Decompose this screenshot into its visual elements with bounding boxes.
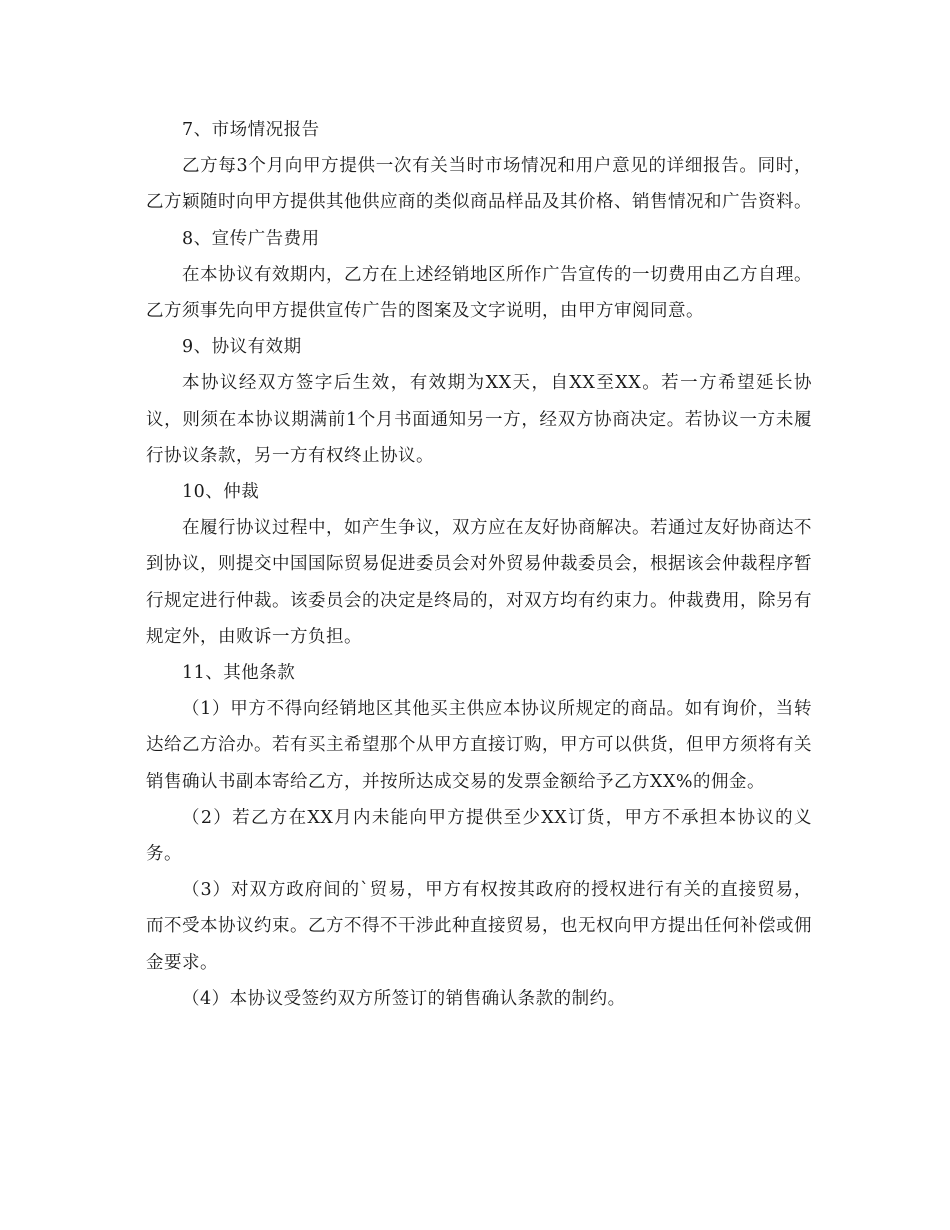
clause-4: （4）本协议受签约双方所签订的销售确认条款的制约。 bbox=[182, 988, 626, 1009]
section-7 bbox=[146, 112, 812, 221]
section-paragraph: 在履行协议过程中，如产生争议，双方应在友好协商解决。若通过友好协商达不到协议，则提交中国国际贸易促进委员会对外贸易仲裁委员会，根据该会仲裁程序暂行规定进行仲裁。该委员会的决定是终局的，对双方均有约束力。仲裁费用，除另有规定外，由败诉一方负担。 bbox=[146, 518, 812, 647]
section-paragraph: 乙方每3个月向甲方提供一次有关当时市场情况和用户意见的详细报告。同时，乙方颖随时向甲方提供其他供应商的类似商品样品及其价格、销售情况和广告资料。 bbox=[146, 156, 812, 213]
section-9 bbox=[146, 329, 812, 474]
section-11 bbox=[146, 655, 812, 1017]
document-page bbox=[146, 112, 812, 1017]
clause-2: （2）若乙方在XX月内未能向甲方提供至少XX订货，甲方不承担本协议的义务。 bbox=[146, 807, 812, 865]
section-10 bbox=[146, 474, 812, 655]
clause-3: （3）对双方政府间的`贸易，甲方有权按其政府的授权进行有关的直接贸易，而不受本协议约束。乙方不得不干涉此种直接贸易，也无权向甲方提出任何补偿或佣金要求。 bbox=[146, 880, 812, 973]
section-heading: 7、市场情况报告 bbox=[182, 120, 320, 140]
section-heading: 10、仲裁 bbox=[182, 482, 260, 503]
section-paragraph: 在本协议有效期内，乙方在上述经销地区所作广告宣传的一切费用由乙方自理。乙方须事先向甲方提供宣传广告的图案及文字说明，由甲方审阅同意。 bbox=[146, 264, 812, 322]
section-heading: 8、宣传广告费用 bbox=[182, 228, 320, 249]
section-paragraph: 本协议经双方签字后生效，有效期为XX天，自XX至XX。若一方希望延长协议，则须在本协议期满前1个月书面通知另一方，经双方协商决定。若协议一方未履行协议条款，另一方有权终止协议。 bbox=[146, 373, 812, 466]
clause-1: （1）甲方不得向经销地区其他买主供应本协议所规定的商品。如有询价，当转达给乙方洽办。若有买主希望那个从甲方直接订购，甲方可以供货，但甲方须将有关销售确认书副本寄给乙方，并按所达成交易的发票金额给予乙方XX%的佣金。 bbox=[146, 699, 812, 792]
section-heading: 11、其他条款 bbox=[182, 663, 296, 684]
section-heading: 9、协议有效期 bbox=[182, 337, 302, 358]
section-8 bbox=[146, 221, 812, 330]
